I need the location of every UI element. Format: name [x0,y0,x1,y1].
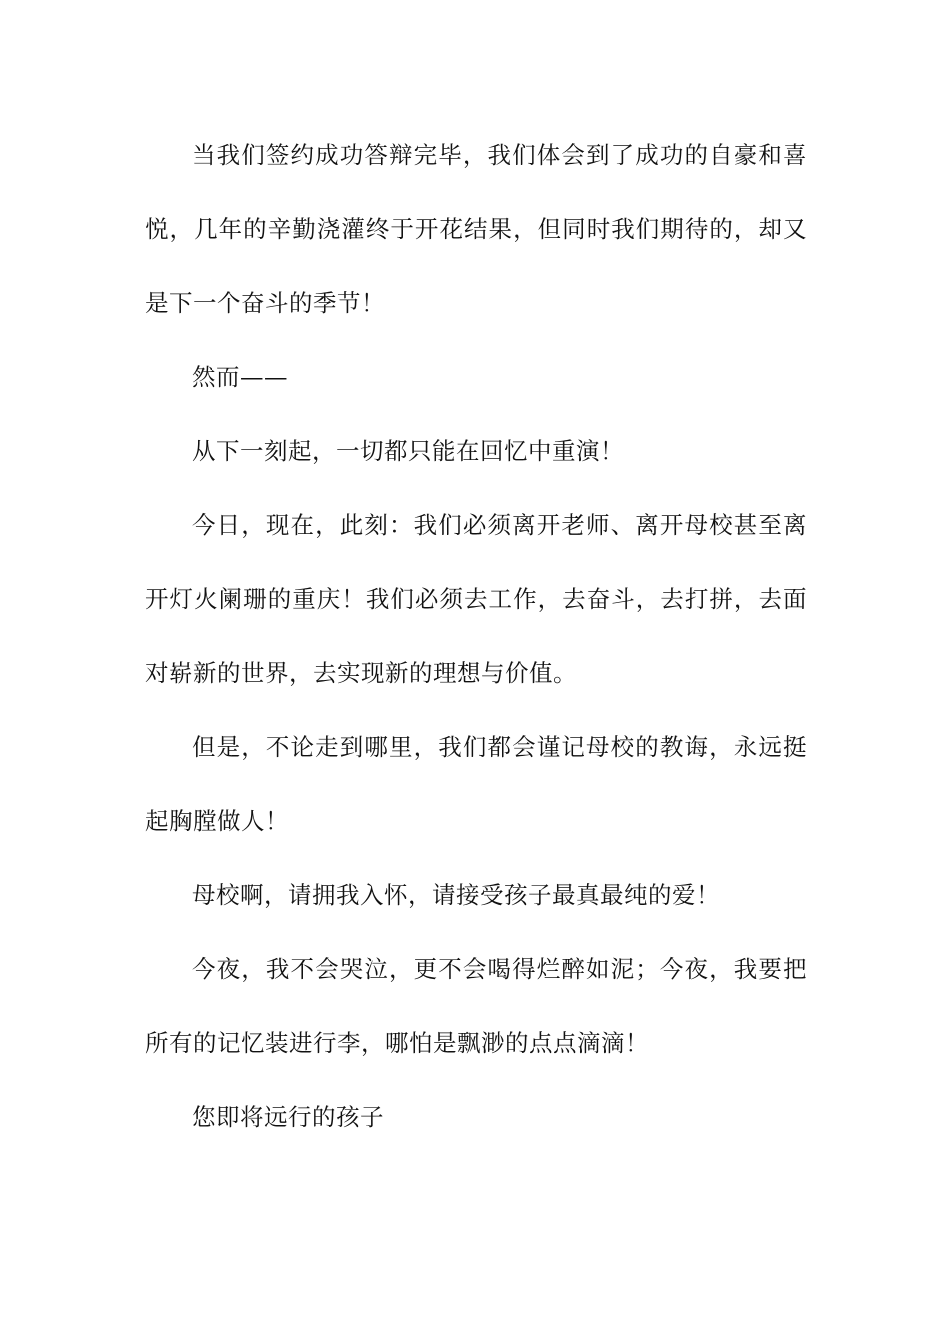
paragraph-5: 但是，不论走到哪里，我们都会谨记母校的教诲，永远挺起胸膛做人！ [145,733,807,835]
document-body [145,118,807,1154]
paragraph-2: 然而—— [192,363,288,391]
paragraph-7: 今夜，我不会哭泣，更不会喝得烂醉如泥；今夜，我要把所有的记忆装进行李，哪怕是飘渺的点点滴滴！ [145,955,807,1057]
paragraph-4: 今日，现在，此刻：我们必须离开老师、离开母校甚至离开灯火阑珊的重庆！我们必须去工作，去奋斗，去打拼，去面对崭新的世界，去实现新的理想与价值。 [145,511,807,687]
signature-line: 您即将远行的孩子 [192,1103,384,1131]
paragraph-3: 从下一刻起，一切都只能在回忆中重演！ [192,437,624,465]
paragraph-6: 母校啊，请拥我入怀，请接受孩子最真最纯的爱！ [192,881,720,909]
paragraph-1: 当我们签约成功答辩完毕，我们体会到了成功的自豪和喜悦，几年的辛勤浇灌终于开花结果，但同时我们期待的，却又是下一个奋斗的季节！ [145,141,807,317]
